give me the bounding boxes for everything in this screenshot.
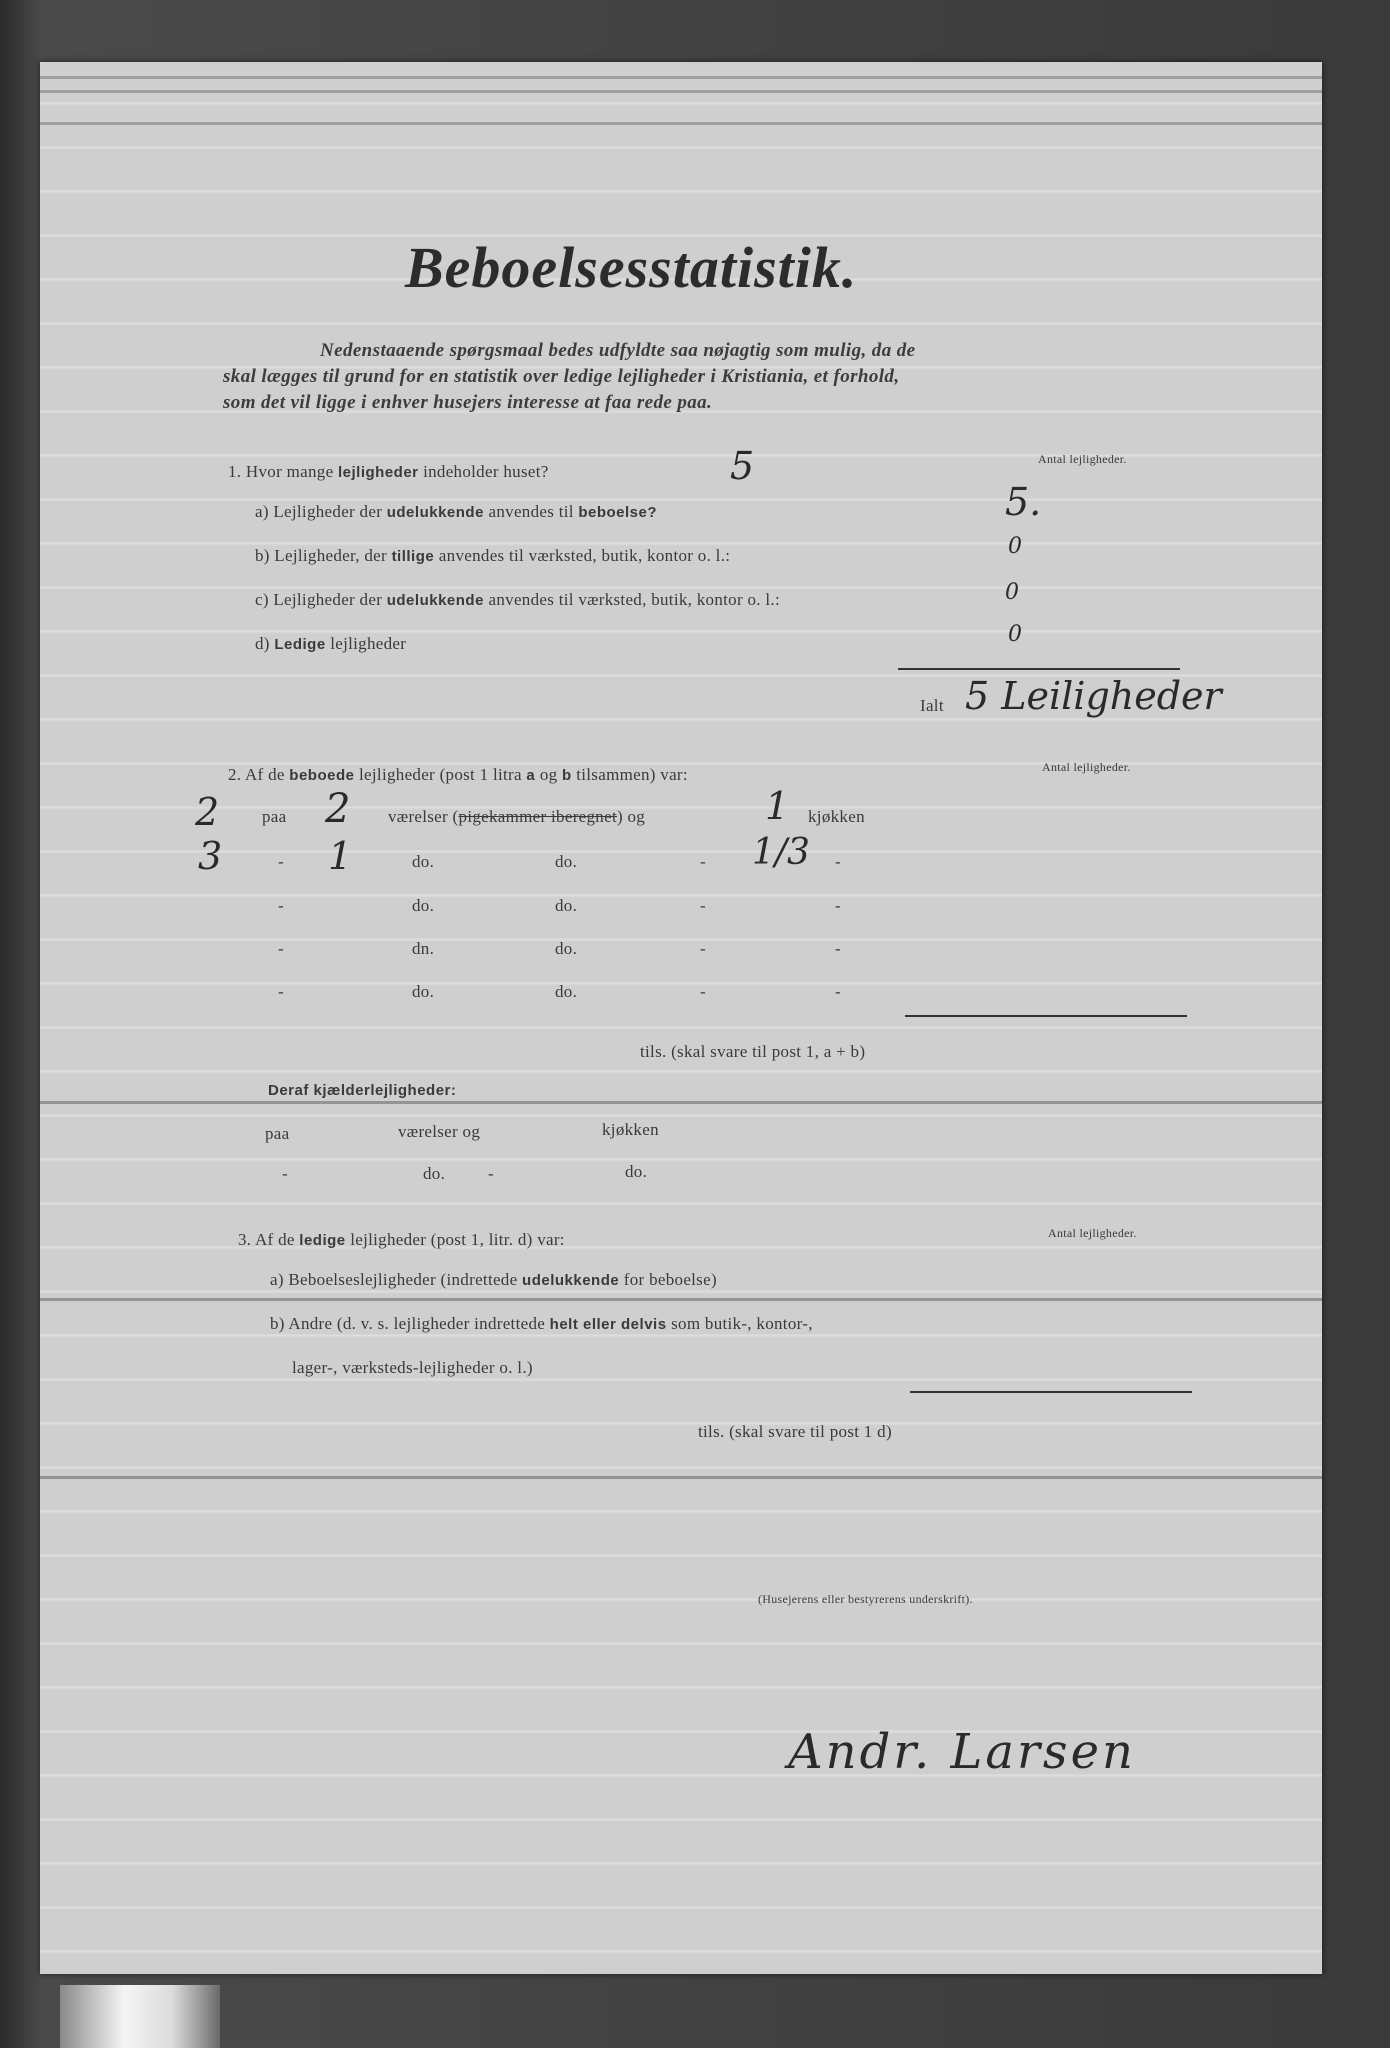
q3-text: 3. Af de ledige lejligheder (post 1, litr. d) var: xyxy=(238,1230,565,1249)
q1c-text: c) Lejligheder der udelukkende anvendes til værksted, butik, kontor o. l.: xyxy=(255,590,780,609)
q3b-line2: lager-, værksteds-lejligheder o. l.) xyxy=(292,1358,533,1377)
q2-row3-dash3: - xyxy=(835,896,841,915)
q2-k-do1: do. xyxy=(423,1164,446,1183)
form-sheet xyxy=(40,62,1322,1974)
intro-line-3: som det vil ligge i enhver husejers interesse at faa rede paa. xyxy=(223,392,713,413)
q2-kjokken: kjøkken xyxy=(808,807,865,826)
ialt-rule xyxy=(898,668,1180,670)
fold-line xyxy=(40,1101,1322,1104)
q2-row4-do2: do. xyxy=(555,939,578,958)
q2-row5-do1: do. xyxy=(412,982,435,1001)
q1d-answer: 0 xyxy=(1008,622,1022,647)
q1c-answer: 0 xyxy=(1005,580,1019,605)
q2-k-paa: paa xyxy=(265,1124,290,1143)
q2-k-kjok: kjøkken xyxy=(602,1120,659,1139)
ialt-label: Ialt xyxy=(920,696,944,715)
q2-row3-do2: do. xyxy=(555,896,578,915)
q2-row4-dash3: - xyxy=(835,939,841,958)
q2-row2-kitchen: 1/3 xyxy=(752,832,810,873)
fold-line xyxy=(40,1298,1322,1301)
signature-label: (Husejerens eller bestyrerens underskrift). xyxy=(758,1592,973,1606)
form-title: Beboelsesstatistik. xyxy=(405,235,858,300)
q2-row3-dash: - xyxy=(278,896,284,915)
q2-row2-count: 3 xyxy=(198,834,223,878)
q2-row5-dash2: - xyxy=(700,982,706,1001)
q2-row2-do1: do. xyxy=(412,852,435,871)
q2-k-dash: - xyxy=(282,1164,288,1183)
q2-row5-dash3: - xyxy=(835,982,841,1001)
q1a-answer: 5. xyxy=(1005,480,1042,524)
q2-row4-dash: - xyxy=(278,939,284,958)
q2-row4-dash2: - xyxy=(700,939,706,958)
q2-paa: paa xyxy=(262,807,287,826)
q3-tils: tils. (skal svare til post 1 d) xyxy=(698,1422,892,1441)
q2-row4-do1: dn. xyxy=(412,939,435,958)
intro-line-2: skal lægges til grund for en statistik over ledige lejligheder i Kristiania, et forhold, xyxy=(223,366,900,387)
q2-row2-rooms: 1 xyxy=(328,834,353,878)
antal-header-2: Antal lejligheder. xyxy=(1042,760,1131,774)
q2-tils: tils. (skal svare til post 1, a + b) xyxy=(640,1042,866,1061)
q1a-text: a) Lejligheder der udelukkende anvendes til beboelse? xyxy=(255,502,658,521)
q2-k-vaer: værelser og xyxy=(398,1122,481,1141)
signature: Andr. Larsen xyxy=(788,1724,1136,1780)
q2-row5-do2: do. xyxy=(555,982,578,1001)
q2-text: 2. Af de beboede lejligheder (post 1 litra a og b tilsammen) var: xyxy=(228,765,688,784)
q2-row2-dash: - xyxy=(278,852,284,871)
q2-row5-dash: - xyxy=(278,982,284,1001)
q1-text: 1. Hvor mange lejligheder indeholder huset? xyxy=(228,462,549,481)
q2-row2-dash3: - xyxy=(835,852,841,871)
antal-header-1: Antal lejligheder. xyxy=(1038,452,1127,466)
q3-sum-rule xyxy=(910,1391,1192,1393)
q1b-answer: 0 xyxy=(1008,534,1022,559)
fold-line xyxy=(40,1476,1322,1479)
q2-k-do2: do. xyxy=(625,1162,648,1181)
q2-row3-do1: do. xyxy=(412,896,435,915)
edge-strip xyxy=(40,90,1322,93)
q2-row2-dash2: - xyxy=(700,852,706,871)
q1-answer: 5 xyxy=(730,444,755,488)
ialt-answer: 5 Leiligheder xyxy=(965,674,1222,718)
antal-header-3: Antal lejligheder. xyxy=(1048,1226,1137,1240)
scan-glare xyxy=(60,1985,220,2048)
q2-row1-rooms: 2 xyxy=(325,786,351,832)
q2-row3-dash2: - xyxy=(700,896,706,915)
q2-row1-count: 2 xyxy=(195,790,220,834)
q2-k-dash2: - xyxy=(488,1164,494,1183)
q3b-text: b) Andre (d. v. s. lejligheder indrettede helt eller delvis som butik-, kontor-, xyxy=(270,1314,813,1333)
edge-strip xyxy=(40,76,1322,79)
q2-row2-do2: do. xyxy=(555,852,578,871)
q2-row1-kitchen: 1 xyxy=(765,784,790,828)
q1d-text: d) Ledige lejligheder xyxy=(255,634,407,653)
q2-vaerelser: værelser (pigekammer iberegnet) og xyxy=(388,807,646,826)
edge-strip xyxy=(40,122,1322,125)
q3a-text: a) Beboelseslejligheder (indrettede udelukkende for beboelse) xyxy=(270,1270,717,1289)
intro-line-1: Nedenstaaende spørgsmaal bedes udfyldte saa nøjagtig som mulig, da de xyxy=(320,340,916,361)
q1b-text: b) Lejligheder, der tillige anvendes til værksted, butik, kontor o. l.: xyxy=(255,546,731,565)
q2-deraf: Deraf kjælderlejligheder: xyxy=(268,1082,457,1099)
q2-sum-rule xyxy=(905,1015,1187,1017)
